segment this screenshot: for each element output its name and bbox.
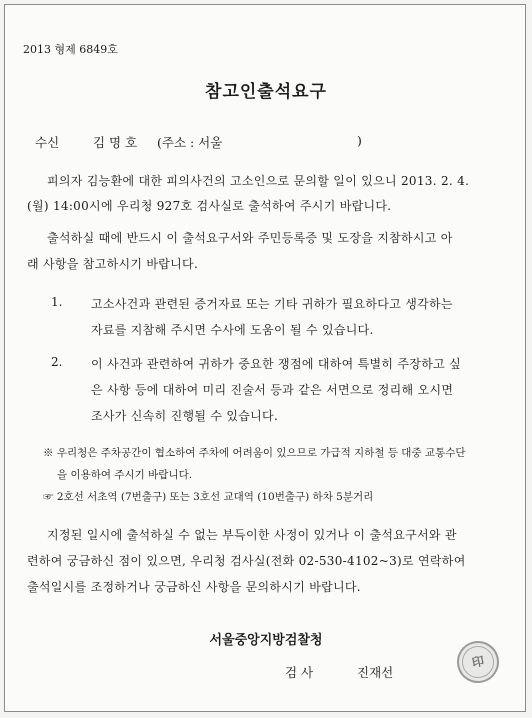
para2-line-1: 출석하실 때에 반드시 이 출석요구서와 주민등록증 및 도장을 지참하시고 아 (47, 231, 453, 245)
notice-line-1: ※ 우리청은 주차공간이 협소하여 주차에 어려움이 있으므로 가급적 지하철 등 대중 교통수단 (43, 447, 466, 459)
para3-line-2: 련하여 궁금하신 점이 있으면, 우리청 검사실(전화 02-530-4102~3)로 연락하여 (27, 554, 466, 568)
seal-inner-ring: 印 (459, 643, 497, 681)
item-2-line-1: 이 사건과 관련하여 귀하가 중요한 쟁점에 대하여 특별히 주장하고 싶 (91, 357, 462, 371)
item-1-line-1: 고소사건과 관련된 증거자료 또는 기타 귀하가 필요하다고 생각하는 (91, 297, 453, 311)
recipient-address-close: ) (357, 133, 362, 148)
item-1-line-2: 자료를 지참해 주시면 수사에 도움이 될 수 있습니다. (91, 323, 374, 337)
item-1-number: 1. (51, 295, 63, 309)
document-title: 참고인출석요구 (205, 82, 327, 102)
issuing-office: 서울중앙지방검찰청 (209, 633, 323, 648)
para1-line-1: 피의자 김능환에 대한 피의사건의 고소인으로 문의할 일이 있으니 2013. 2. 4. (47, 174, 470, 188)
item-2-number: 2. (51, 355, 63, 369)
document-page (4, 4, 526, 712)
para1-line-2: (월) 14:00시에 우리청 927호 검사실로 출석하여 주시기 바랍니다. (27, 199, 392, 213)
para3-line-1: 지정된 일시에 출석하실 수 없는 부득이한 사정이 있거나 이 출석요구서와 관 (47, 528, 457, 542)
case-number: 2013 형제 6849호 (23, 43, 118, 56)
signer-name: 진재선 (357, 665, 394, 680)
signer-role: 검 사 (285, 665, 314, 680)
para3-line-3: 출석일시를 조정하거나 궁금하신 사항을 문의하시기 바랍니다. (27, 580, 361, 594)
item-2-line-3: 조사가 신속히 진행될 수 있습니다. (91, 409, 279, 423)
recipient-name: 김 명 호 (93, 135, 138, 150)
recipient-label: 수신 (35, 135, 60, 150)
item-2-line-2: 은 사항 등에 대하여 미리 진술서 등과 같은 서면으로 정리해 오시면 (91, 383, 454, 397)
notice-line-2: 을 이용하여 주시기 바랍니다. (57, 469, 193, 481)
para2-line-2: 래 사항을 참고하시기 바랍니다. (27, 257, 199, 271)
notice-directions: ☞ 2호선 서초역 (7번출구) 또는 3호선 교대역 (10번출구) 하차 5분거리 (43, 491, 374, 503)
recipient-address: (주소 : 서울 (157, 135, 223, 150)
